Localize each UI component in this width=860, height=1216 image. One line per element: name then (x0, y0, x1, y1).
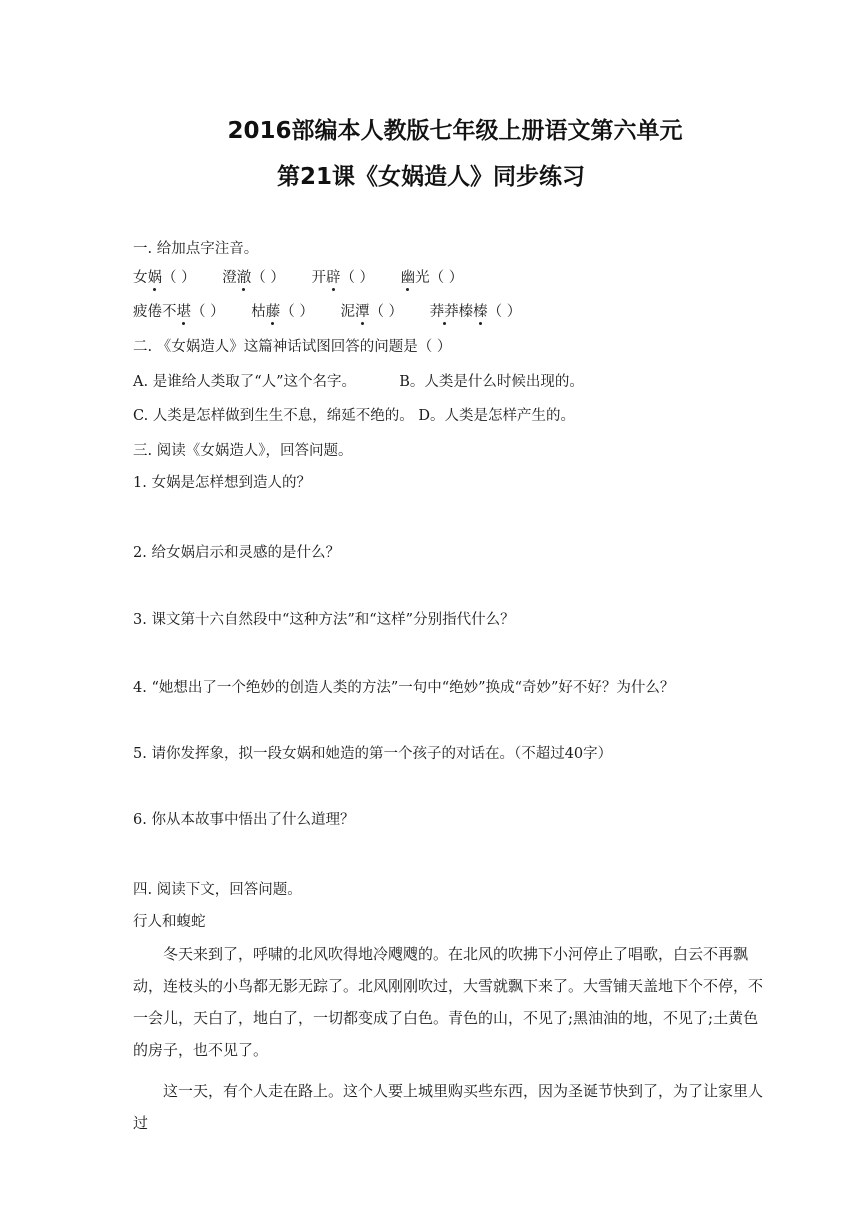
question-4: 4. “她想出了一个绝妙的创造人类的方法”一句中“绝妙”换成“奇妙”好不好？为什么？ (133, 680, 675, 696)
title-line-1: 2016部编本人教版七年级上册语文第六单元 (227, 118, 683, 144)
word-item: 莽莽榛榛（ ） (429, 304, 522, 320)
section4-heading: 四. 阅读下文，回答问题。 (133, 882, 302, 898)
question-1: 1. 女娲是怎样想到造人的？ (133, 475, 311, 491)
word-item: 枯藤（ ） (251, 304, 314, 320)
word-item: 女娲（ ） (133, 270, 196, 286)
word-item: 疲倦不堪（ ） (133, 304, 225, 320)
section2-heading: 二. 《女娲造人》这篇神话试图回答的问题是（ ） (133, 339, 452, 355)
question-6: 6. 你从本故事中悟出了什么道理？ (133, 812, 355, 828)
options-row-1 (133, 370, 584, 391)
word-item: 澄澈（ ） (222, 270, 285, 286)
word-item: 幽光（ ） (400, 270, 464, 286)
section3-heading: 三. 阅读《女娲造人》，回答问题。 (133, 443, 353, 459)
story-paragraph-1: 冬天来到了，呼啸的北风吹得地冷飕飕的。在北风的吹拂下小河停止了唱歌，白云不再飘动，连枝头的小鸟都无影无踪了。北风刚刚吹过，大雪就飘下来了。大雪铺天盖地下个不停，不一会儿，天白了，地白了，一切都变成了白色。青色的山，不见了;黑油油的地，不见了;土黄色的房子，也不见了。 (133, 945, 764, 1059)
option-a: A. 是谁给人类取了“人”这个名字。 (133, 374, 357, 390)
pinyin-row-2 (133, 300, 543, 321)
question-2: 2. 给女娲启示和灵感的是什么？ (133, 545, 340, 561)
word-item: 泥潭（ ） (340, 304, 404, 320)
question-3: 3. 课文第十六自然段中“这种方法”和“这样”分别指代什么？ (133, 612, 515, 628)
story-paragraph-2: 这一天，有个人走在路上。这个人要上城里购买些东西，因为圣诞节快到了，为了让家里人过 (133, 1082, 764, 1132)
option-b: B。人类是什么时候出现的。 (399, 374, 584, 390)
question-5: 5. 请你发挥象，拟一段女娲和她造的第一个孩子的对话在。（不超过40字） (133, 746, 613, 762)
story-title: 行人和蝮蛇 (133, 914, 206, 930)
pinyin-row-1 (133, 266, 485, 287)
title-line-2: 第21课《女娲造人》同步练习 (276, 164, 585, 190)
word-item: 开辟（ ） (311, 270, 375, 286)
option-c: C. 人类是怎样做到生生不息，绵延不绝的。 (133, 408, 414, 424)
option-d: D。人类是怎样产生的。 (418, 408, 576, 424)
section1-heading: 一. 给加点字注音。 (133, 241, 259, 257)
options-row-2 (133, 404, 575, 425)
